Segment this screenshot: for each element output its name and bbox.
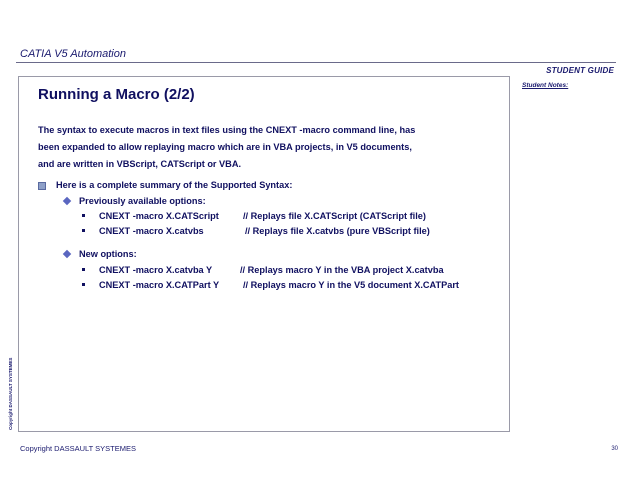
- command-comment: // Replays file X.catvbs (pure VBScript file): [245, 226, 430, 236]
- student-notes-label: Student Notes:: [522, 82, 569, 89]
- command-comment: // Replays macro Y in the VBA project X.catvba: [240, 265, 444, 275]
- square-bullet-icon: [82, 214, 85, 217]
- list-item: [82, 226, 204, 236]
- student-guide-label: STUDENT GUIDE: [546, 66, 614, 75]
- vertical-copyright: Copyright DASSAULT SYSTEMES: [8, 357, 13, 430]
- page-number: 30: [611, 446, 618, 452]
- footer-copyright: Copyright DASSAULT SYSTEMES: [20, 444, 137, 453]
- diamond-bullet-icon: [63, 249, 71, 257]
- list-item: [82, 265, 212, 275]
- previous-options-bullet: [64, 196, 206, 206]
- new-options-label: New options:: [79, 249, 137, 259]
- summary-text: Here is a complete summary of the Supported Syntax:: [56, 180, 293, 190]
- command-comment: // Replays macro Y in the V5 document X.CATPart: [243, 280, 459, 290]
- square-bullet-icon: [82, 229, 85, 232]
- previous-options-label: Previously available options:: [79, 196, 206, 206]
- intro-line: and are written in VBScript, CATScript or VBA.: [38, 159, 242, 169]
- command-text: CNEXT -macro X.CATScript: [99, 211, 219, 221]
- square-bullet-icon: [82, 283, 85, 286]
- command-comment: // Replays file X.CATScript (CATScript file): [243, 211, 426, 221]
- slide-title: Running a Macro (2/2): [38, 86, 195, 103]
- command-text: CNEXT -macro X.catvba Y: [99, 265, 213, 275]
- square-bullet-icon: [82, 268, 85, 271]
- command-text: CNEXT -macro X.CATPart Y: [99, 280, 220, 290]
- intro-line: been expanded to allow replaying macro which are in VBA projects, in V5 documents,: [38, 142, 412, 152]
- list-item: [82, 280, 219, 290]
- course-title: CATIA V5 Automation: [20, 48, 126, 60]
- command-text: CNEXT -macro X.catvbs: [99, 226, 204, 236]
- new-options-bullet: [64, 249, 137, 259]
- diamond-bullet-icon: [63, 196, 71, 204]
- bullet-box-icon: [38, 182, 46, 190]
- intro-line: The syntax to execute macros in text files using the CNEXT -macro command line, has: [38, 125, 416, 135]
- summary-bullet: [38, 180, 292, 190]
- intro-paragraph: [38, 122, 458, 173]
- list-item: [82, 211, 219, 221]
- header-divider: [16, 62, 616, 63]
